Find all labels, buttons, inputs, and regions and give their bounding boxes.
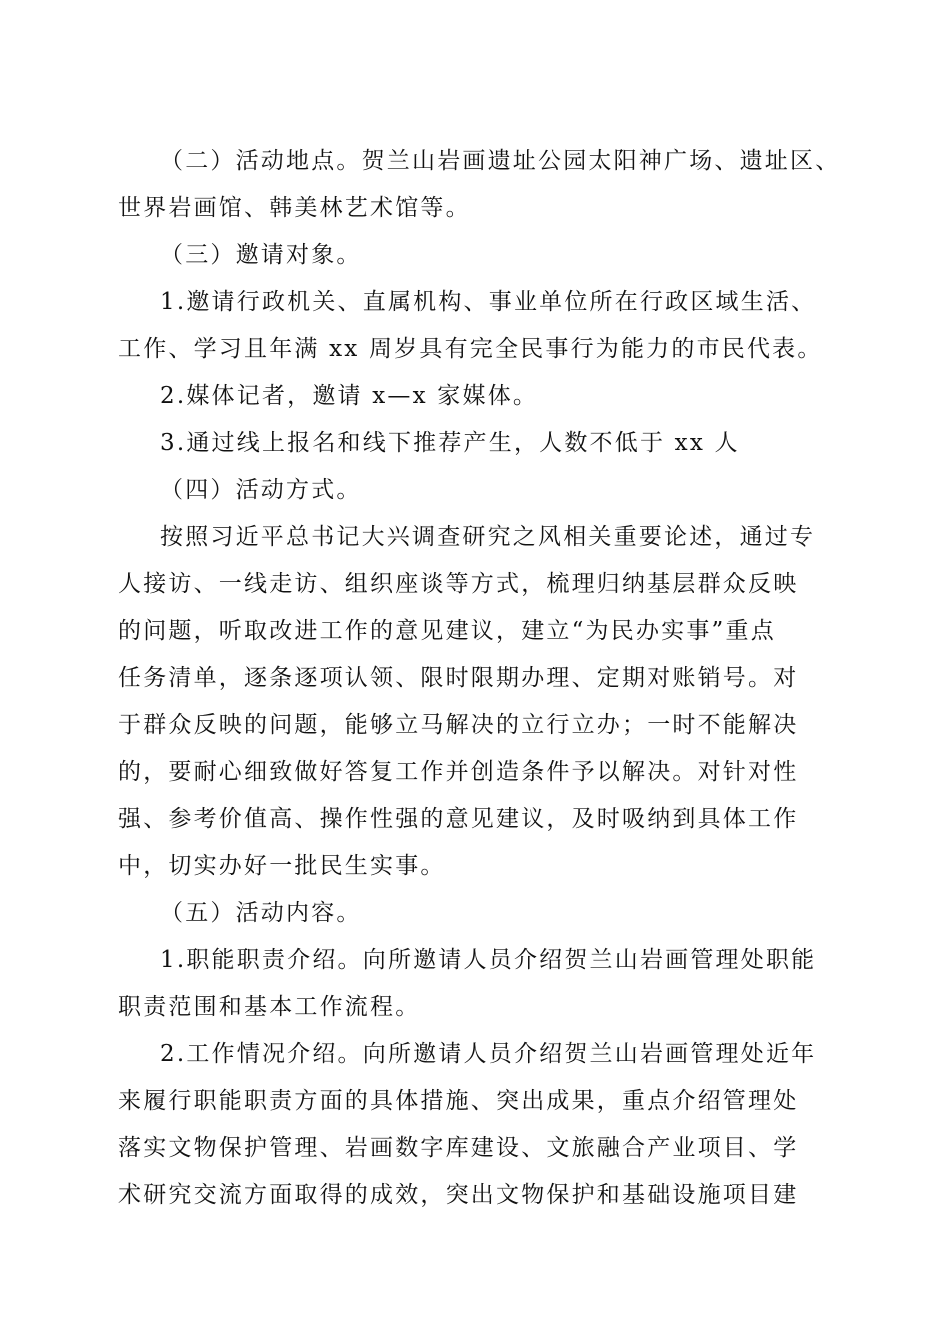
text-line-method-para-4: 任务清单，逐条逐项认领、限时限期办理、定期对账销号。对: [118, 665, 799, 691]
text-line-invitee-item-1-continued: 工作、学习且年满 xx 周岁具有完全民事行为能力的市民代表。: [118, 336, 823, 362]
text-line-method-para-6: 的，要耐心细致做好答复工作并创造条件予以解决。对针对性: [118, 759, 799, 785]
text-line-method-para-2: 人接访、一线走访、组织座谈等方式，梳理归纳基层群众反映: [118, 571, 799, 597]
text-line-method-para-1: 按照习近平总书记大兴调查研究之风相关重要论述，通过专: [160, 524, 816, 550]
text-line-location-heading: （二）活动地点。贺兰山岩画遗址公园太阳神广场、遗址区、: [160, 148, 841, 174]
text-line-invitees-heading: （三）邀请对象。: [160, 242, 362, 268]
text-line-content-item-2-line-4: 术研究交流方面取得的成效，突出文物保护和基础设施项目建: [118, 1182, 799, 1208]
text-line-method-para-8: 中，切实办好一批民生实事。: [118, 853, 446, 879]
text-line-method-para-7: 强、参考价值高、操作性强的意见建议，及时吸纳到具体工作: [118, 806, 799, 832]
text-line-content-item-2-line-3: 落实文物保护管理、岩画数字库建设、文旅融合产业项目、学: [118, 1135, 799, 1161]
text-line-location-continued: 世界岩画馆、韩美林艺术馆等。: [118, 195, 471, 221]
text-line-invitee-item-1: 1.邀请行政机关、直属机构、事业单位所在行政区域生活、: [160, 289, 817, 315]
text-line-content-item-1: 1.职能职责介绍。向所邀请人员介绍贺兰山岩画管理处职能: [160, 947, 817, 973]
text-line-method-para-3: 的问题，听取改进工作的意见建议，建立“为民办实事”重点: [118, 618, 776, 644]
text-line-content-heading: （五）活动内容。: [160, 900, 362, 926]
text-line-method-heading: （四）活动方式。: [160, 477, 362, 503]
text-line-content-item-1-continued: 职责范围和基本工作流程。: [118, 994, 421, 1020]
text-line-invitee-item-3: 3.通过线上报名和线下推荐产生，人数不低于 xx 人: [160, 430, 740, 456]
text-line-method-para-5: 于群众反映的问题，能够立马解决的立行立办；一时不能解决: [118, 712, 799, 738]
text-line-content-item-2: 2.工作情况介绍。向所邀请人员介绍贺兰山岩画管理处近年: [160, 1041, 817, 1067]
text-line-invitee-item-2: 2.媒体记者，邀请 x—x 家媒体。: [160, 383, 539, 409]
text-line-content-item-2-line-2: 来履行职能职责方面的具体措施、突出成果，重点介绍管理处: [118, 1088, 799, 1114]
